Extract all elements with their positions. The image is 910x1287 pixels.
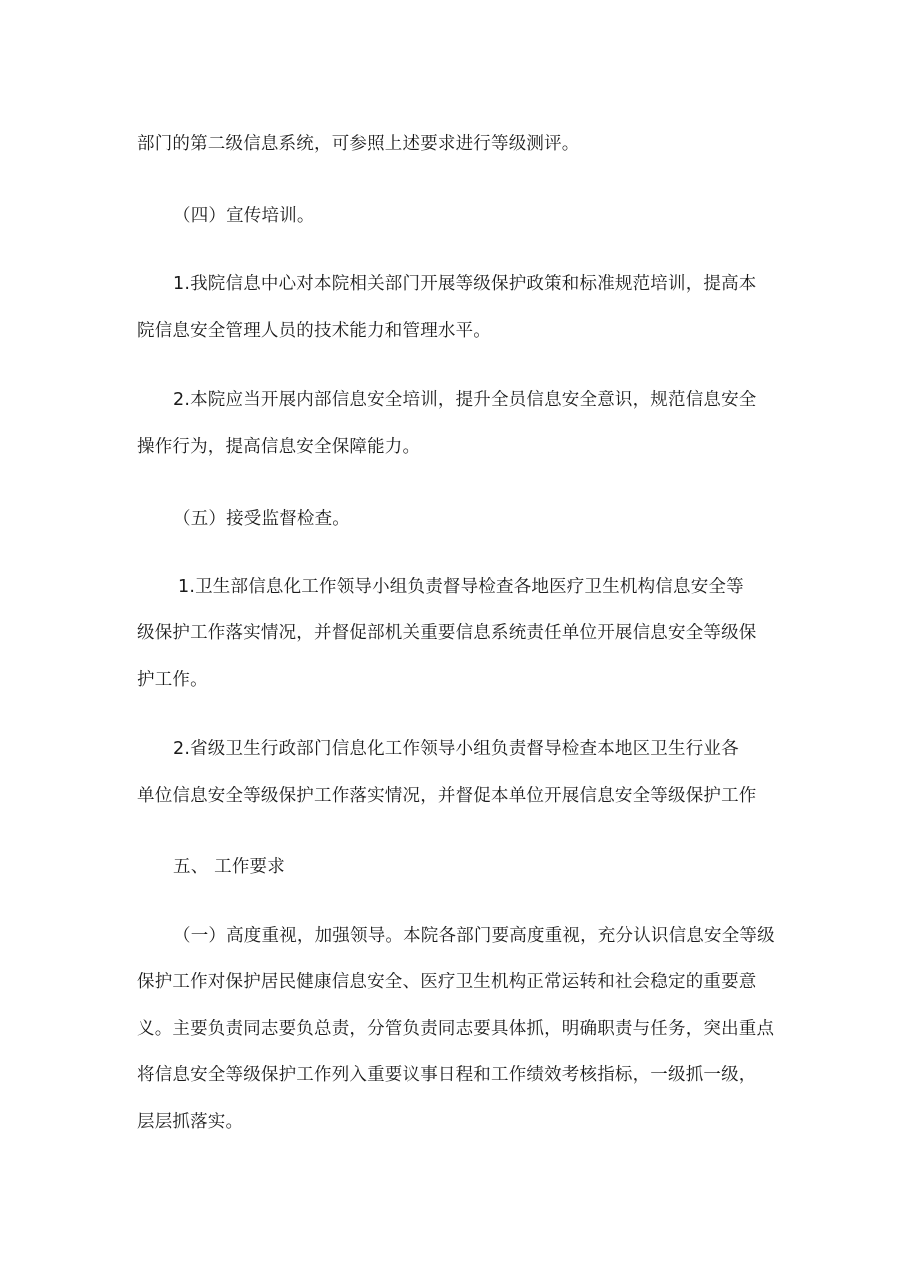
paragraph-line: 部门的第二级信息系统，可参照上述要求进行等级测评。: [137, 134, 580, 154]
section-heading-publicity-training: （四）宣传培训。: [173, 206, 315, 226]
paragraph-line: （一）高度重视，加强领导。本院各部门要高度重视，充分认识信息安全等级: [173, 926, 775, 946]
paragraph-line: 1.我院信息中心对本院相关部门开展等级保护政策和标准规范培训，提高本: [173, 274, 757, 294]
section-heading-supervision: （五）接受监督检查。: [173, 509, 350, 529]
paragraph-line: 院信息安全管理人员的技术能力和管理水平。: [137, 321, 491, 341]
paragraph-line: 将信息安全等级保护工作列入重要议事日程和工作绩效考核指标，一级抓一级，: [137, 1065, 757, 1085]
paragraph-line: 层层抓落实。: [137, 1112, 244, 1132]
section-heading-work-requirements: 五、 工作要求: [173, 857, 285, 877]
paragraph-line: 2.本院应当开展内部信息安全培训，提升全员信息安全意识，规范信息安全: [173, 390, 757, 410]
paragraph-line: 1.卫生部信息化工作领导小组负责督导检查各地医疗卫生机构信息安全等: [178, 577, 744, 597]
paragraph-line: 级保护工作落实情况，并督促部机关重要信息系统责任单位开展信息安全等级保: [137, 623, 757, 643]
paragraph-line: 义。主要负责同志要负总责，分管负责同志要具体抓，明确职责与任务，突出重点: [137, 1019, 775, 1039]
paragraph-line: 单位信息安全等级保护工作落实情况，并督促本单位开展信息安全等级保护工作: [137, 786, 757, 806]
paragraph-line: 护工作。: [137, 670, 208, 690]
paragraph-line: 保护工作对保护居民健康信息安全、医疗卫生机构正常运转和社会稳定的重要意: [137, 972, 757, 992]
paragraph-line: 2.省级卫生行政部门信息化工作领导小组负责督导检查本地区卫生行业各: [173, 739, 739, 759]
paragraph-line: 操作行为，提高信息安全保障能力。: [137, 437, 421, 457]
